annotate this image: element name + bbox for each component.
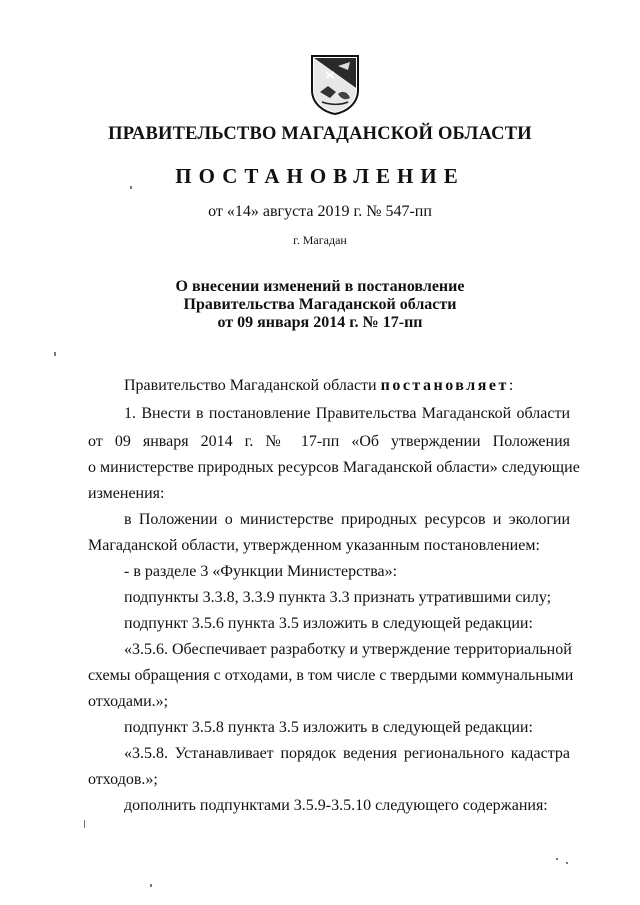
scan-speck bbox=[54, 352, 56, 356]
scan-speck bbox=[556, 858, 558, 860]
decree-subject bbox=[0, 278, 640, 332]
subject-line: от 09 января 2014 г. № 17-пп bbox=[217, 314, 423, 331]
city: г. Магадан bbox=[293, 233, 347, 247]
paragraph-line: 1. Внести в постановление Правительства Магаданской области bbox=[124, 405, 570, 422]
paragraph-line: подпункт 3.5.6 пункта 3.5 изложить в следующей редакции: bbox=[124, 615, 533, 632]
document-type: ПОСТАНОВЛЕНИЕ bbox=[175, 164, 465, 188]
coat-of-arms-icon bbox=[308, 52, 362, 116]
subject-line: Правительства Магаданской области bbox=[183, 296, 457, 313]
paragraph-line: «3.5.6. Обеспечивает разработку и утверждение территориальной bbox=[124, 641, 572, 658]
paragraph-line: отходов.»; bbox=[88, 771, 158, 788]
preamble-text: Правительство Магаданской области bbox=[124, 377, 381, 394]
paragraph-line: Магаданской области, утвержденном указанным постановлением: bbox=[88, 537, 540, 554]
paragraph-line: в Положении о министерстве природных ресурсов и экологии bbox=[124, 511, 570, 528]
preamble bbox=[124, 376, 570, 396]
paragraph-line: отходами.»; bbox=[88, 693, 169, 710]
preamble-keyword: постановляет bbox=[380, 377, 509, 394]
subject-line: О внесении изменений в постановление bbox=[175, 278, 465, 295]
paragraph-line: дополнить подпунктами 3.5.9-3.5.10 следующего содержания: bbox=[124, 797, 548, 814]
paragraph-line: от 09 января 2014 г. № 17-пп «Об утверждении Положения bbox=[88, 433, 570, 450]
paragraph-line: подпункт 3.5.8 пункта 3.5 изложить в следующей редакции: bbox=[124, 719, 533, 736]
paragraph-line: - в разделе 3 «Функции Министерства»: bbox=[124, 563, 398, 580]
paragraph-line: схемы обращения с отходами, в том числе с твердыми коммунальными bbox=[88, 667, 574, 684]
paragraph-line: о министерстве природных ресурсов Магаданской области» следующие bbox=[88, 459, 580, 476]
scan-speck bbox=[84, 820, 85, 828]
scan-speck bbox=[130, 186, 132, 189]
paragraph-line: «3.5.8. Устанавливает порядок ведения регионального кадастра bbox=[124, 745, 570, 762]
paragraph-line: изменения: bbox=[88, 485, 165, 502]
decree-date-number: от «14» августа 2019 г. № 547-пп bbox=[208, 203, 432, 220]
scan-speck bbox=[150, 884, 152, 887]
government-name: ПРАВИТЕЛЬСТВО МАГАДАНСКОЙ ОБЛАСТИ bbox=[108, 124, 532, 144]
scan-speck bbox=[566, 862, 568, 864]
paragraph-line: подпункты 3.3.8, 3.3.9 пункта 3.3 признать утратившими силу; bbox=[124, 589, 552, 606]
preamble-colon: : bbox=[508, 377, 514, 394]
